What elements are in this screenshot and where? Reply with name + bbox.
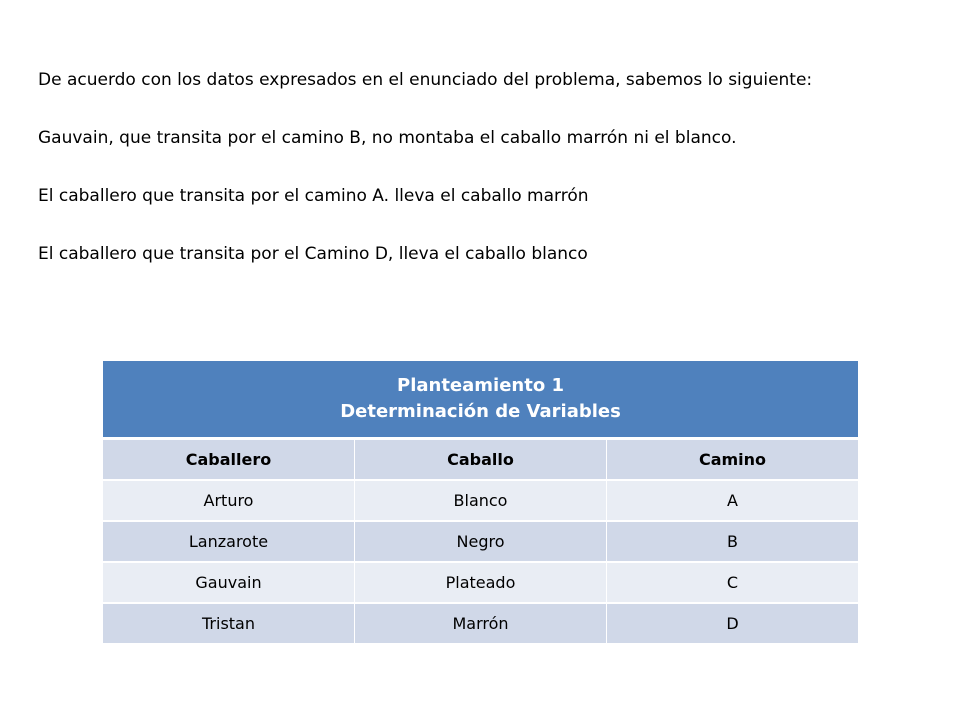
column-header-camino: Camino bbox=[607, 439, 859, 481]
table-row bbox=[103, 603, 859, 644]
table-cell-caballero: Gauvain bbox=[103, 562, 355, 603]
table-cell-caballo: Plateado bbox=[355, 562, 607, 603]
table-row bbox=[103, 521, 859, 562]
table-cell-camino: D bbox=[607, 603, 859, 644]
paragraph-intro: De acuerdo con los datos expresados en el enunciado del problema, sabemos lo siguiente: bbox=[38, 70, 813, 90]
statement-text bbox=[38, 68, 938, 266]
column-header-caballero: Caballero bbox=[103, 439, 355, 481]
table-row bbox=[103, 562, 859, 603]
table-cell-caballero: Tristan bbox=[103, 603, 355, 644]
table-cell-caballo: Marrón bbox=[355, 603, 607, 644]
table-title-line2: Determinación de Variables bbox=[340, 401, 621, 422]
table-title-row bbox=[103, 361, 859, 439]
paragraph-gauvain: Gauvain, que transita por el camino B, no montaba el caballo marrón ni el blanco. bbox=[38, 128, 737, 148]
column-header-caballo: Caballo bbox=[355, 439, 607, 481]
table-cell-caballero: Arturo bbox=[103, 480, 355, 521]
table-cell-camino: B bbox=[607, 521, 859, 562]
variables-table-container bbox=[102, 360, 858, 644]
table-cell-camino: A bbox=[607, 480, 859, 521]
variables-table bbox=[102, 360, 859, 644]
table-header-row bbox=[103, 439, 859, 481]
table-cell-caballero: Lanzarote bbox=[103, 521, 355, 562]
paragraph-camino-d: El caballero que transita por el Camino D, lleva el caballo blanco bbox=[38, 244, 588, 264]
table-cell-caballo: Blanco bbox=[355, 480, 607, 521]
table-title-line1: Planteamiento 1 bbox=[397, 375, 564, 396]
table-row bbox=[103, 480, 859, 521]
table-cell-caballo: Negro bbox=[355, 521, 607, 562]
paragraph-camino-a: El caballero que transita por el camino A. lleva el caballo marrón bbox=[38, 186, 589, 206]
table-title bbox=[103, 361, 859, 439]
table-cell-camino: C bbox=[607, 562, 859, 603]
